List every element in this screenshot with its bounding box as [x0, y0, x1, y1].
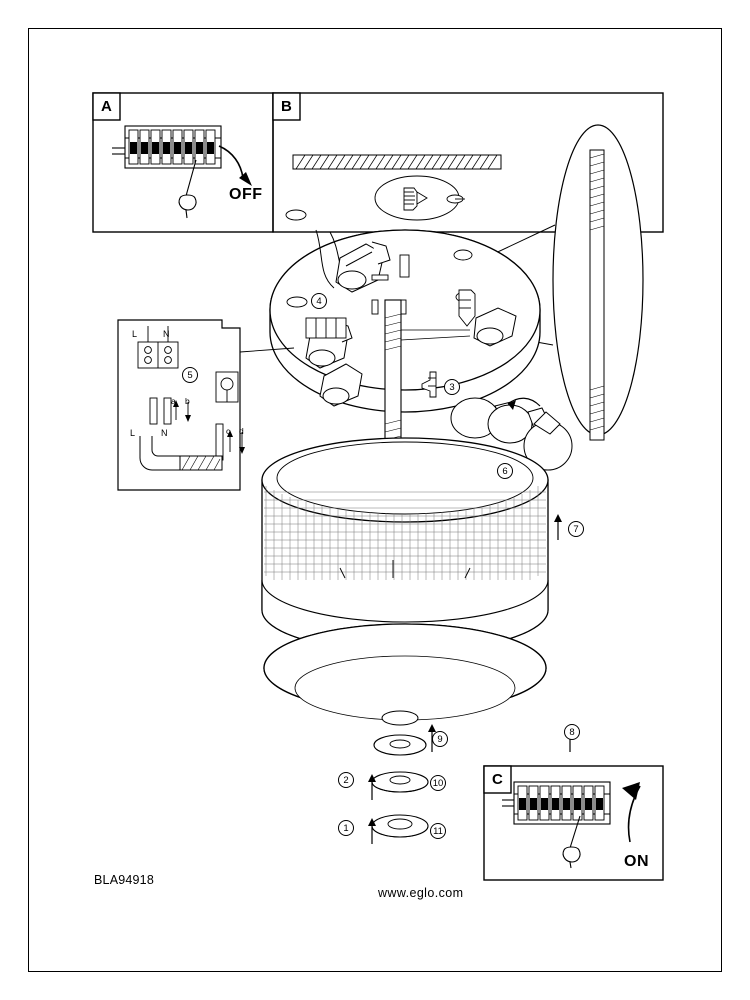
wiring-diagram: [118, 320, 294, 490]
end-cap: [372, 815, 428, 837]
ceiling-canopy: [270, 210, 540, 412]
step-number-3: 3: [444, 379, 460, 395]
step-number-8: 8: [564, 724, 580, 740]
ceiling-hatching: [293, 155, 501, 169]
wiring-marker-a: a: [171, 396, 176, 406]
glass-diffuser: [264, 624, 546, 755]
step-number-9: 9: [432, 731, 448, 747]
panel-a-state-label: OFF: [229, 186, 263, 203]
panel-b-letter: B: [281, 98, 292, 115]
step-number-2: 2: [338, 772, 354, 788]
wiring-terminal-top-left-label: L: [132, 329, 138, 339]
panel-a-breaker: [112, 126, 221, 168]
wiring-marker-b: b: [185, 396, 190, 406]
step-number-6: 6: [497, 463, 513, 479]
product-code: BLA94918: [94, 873, 154, 887]
panel-a-letter: A: [101, 98, 112, 115]
wiring-terminal-top-right-label: N: [163, 329, 170, 339]
wall-plug-detail: [375, 176, 465, 220]
panel-c-breaker: [502, 782, 610, 824]
panel-c-letter: C: [492, 771, 503, 788]
website-url: www.eglo.com: [378, 886, 464, 900]
wiring-terminal-bottom-right-label: N: [161, 428, 168, 438]
step-number-4: 4: [311, 293, 327, 309]
wiring-marker-d: d: [239, 426, 244, 436]
step-number-11: 11: [430, 823, 446, 839]
step-number-1: 1: [338, 820, 354, 836]
wiring-terminal-bottom-left-label: L: [130, 428, 136, 438]
step-number-7: 7: [568, 521, 584, 537]
step-number-5: 5: [182, 367, 198, 383]
panel-c-state-label: ON: [624, 853, 649, 870]
decorative-nut: [372, 772, 428, 792]
wiring-marker-c: c: [226, 426, 231, 436]
step-number-10: 10: [430, 775, 446, 791]
